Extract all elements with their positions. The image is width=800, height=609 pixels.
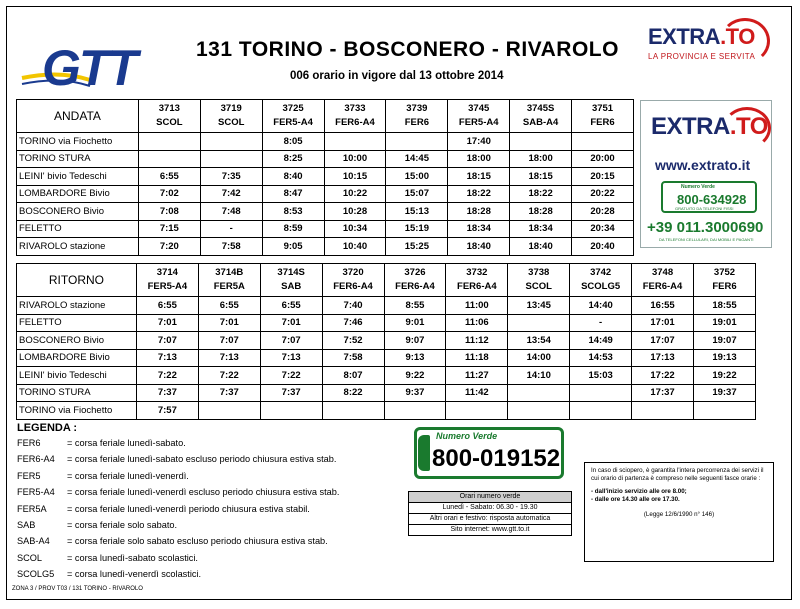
time-cell <box>446 402 508 420</box>
run-number: 3714 <box>156 267 178 278</box>
time-cell: 18:22 <box>510 185 572 203</box>
run-type: FER6 <box>404 117 429 128</box>
run-number: 3726 <box>404 267 426 278</box>
run-number: 3720 <box>342 267 364 278</box>
run-header <box>200 100 262 133</box>
time-cell: 15:25 <box>386 238 448 256</box>
run-type: FER5-A4 <box>147 281 188 292</box>
legend-item <box>17 438 427 454</box>
time-cell: 14:53 <box>570 349 632 367</box>
nv-label: Numero Verde <box>681 184 715 190</box>
run-type: SCOL <box>156 117 183 128</box>
time-cell: 7:13 <box>198 349 260 367</box>
time-cell: 8:47 <box>262 185 324 203</box>
run-number: 3738 <box>528 267 550 278</box>
nv-sub: GRATUITO DA TELEFONI FISSI <box>675 206 734 211</box>
time-cell: 7:46 <box>322 314 384 332</box>
time-cell: 18:00 <box>510 150 572 168</box>
legend-key: SAB <box>17 519 36 530</box>
time-cell: 14:45 <box>386 150 448 168</box>
extra-to-logo <box>648 24 770 61</box>
run-header <box>322 264 384 297</box>
time-cell <box>200 133 262 151</box>
run-type: FER6-A4 <box>333 281 373 292</box>
time-cell: 9:07 <box>384 332 446 350</box>
ritorno-header-row <box>17 264 756 297</box>
time-cell: 15:07 <box>386 185 448 203</box>
time-cell: 6:55 <box>198 297 260 315</box>
table-row <box>17 168 634 186</box>
stop-name: TORINO via Fiochetto <box>17 133 139 151</box>
time-cell <box>138 150 200 168</box>
run-type: FER6-A4 <box>395 281 435 292</box>
legend-desc: = corsa feriale lunedì-sabato. <box>67 438 186 448</box>
time-cell: 18:55 <box>693 297 755 315</box>
run-number: 3742 <box>590 267 612 278</box>
run-type: SAB <box>281 281 302 292</box>
run-type: FER6 <box>590 117 615 128</box>
time-cell: 14:10 <box>508 367 570 385</box>
run-header <box>570 264 632 297</box>
table-row <box>17 297 756 315</box>
time-cell: 18:28 <box>510 203 572 221</box>
run-type: FER6-A4 <box>457 281 497 292</box>
table-row <box>17 402 756 420</box>
time-cell: 19:01 <box>693 314 755 332</box>
time-cell <box>384 402 446 420</box>
run-number: 3714B <box>215 267 244 278</box>
stop-name: TORINO via Fiochetto <box>17 402 137 420</box>
time-cell: 9:22 <box>384 367 446 385</box>
time-cell: 17:01 <box>632 314 694 332</box>
time-cell: 11:42 <box>446 384 508 402</box>
time-cell: 7:37 <box>136 384 198 402</box>
run-number: 3751 <box>591 103 614 114</box>
time-cell: 7:13 <box>260 349 322 367</box>
time-cell: 8:25 <box>262 150 324 168</box>
time-cell: 18:00 <box>448 150 510 168</box>
time-cell: 10:40 <box>324 238 386 256</box>
time-cell <box>570 384 632 402</box>
numero-verde-box <box>414 427 564 479</box>
legend-item <box>17 471 427 487</box>
time-cell: 7:57 <box>136 402 198 420</box>
time-cell: - <box>570 314 632 332</box>
stop-name: LEINI' bivio Tedeschi <box>17 168 139 186</box>
time-cell: 20:28 <box>572 203 634 221</box>
run-number: 3732 <box>466 267 488 278</box>
table-row <box>17 384 756 402</box>
extra-numero-verde <box>661 181 757 213</box>
time-cell: 17:22 <box>632 367 694 385</box>
legend <box>17 438 427 586</box>
stop-name: TORINO STURA <box>17 150 139 168</box>
table-row <box>17 150 634 168</box>
time-cell: 17:07 <box>632 332 694 350</box>
footer-zone: ZONA 3 / PROV T03 / 131 TORINO - RIVAROLO <box>12 586 143 592</box>
stop-name: FELETTO <box>17 314 137 332</box>
orari-numero-verde <box>408 491 572 536</box>
time-cell: 7:13 <box>136 349 198 367</box>
legend-desc: = corsa lunedì-venerdì scolastici. <box>67 569 202 580</box>
time-cell: 8:22 <box>322 384 384 402</box>
time-cell: 7:58 <box>322 349 384 367</box>
time-cell: 19:22 <box>693 367 755 385</box>
time-cell: 8:59 <box>262 220 324 238</box>
legend-title: LEGENDA : <box>17 422 78 434</box>
run-header <box>138 100 200 133</box>
orari-title: Orari numero verde <box>409 492 571 503</box>
time-cell: 15:03 <box>570 367 632 385</box>
run-type: SAB-A4 <box>522 117 559 128</box>
ritorno-timetable <box>16 263 756 420</box>
run-type: FER6-A4 <box>642 281 683 292</box>
time-cell: 8:05 <box>262 133 324 151</box>
legend-item <box>17 536 427 552</box>
time-cell <box>510 133 572 151</box>
time-cell: 7:07 <box>136 332 198 350</box>
time-cell: 18:34 <box>448 220 510 238</box>
extra-contact-panel <box>640 100 772 248</box>
run-number: 3719 <box>220 103 242 114</box>
table-row <box>17 349 756 367</box>
legend-desc: = corsa feriale lunedì-venerdì escluso periodo chiusura estiva stab. <box>67 487 340 498</box>
legend-key: FER5A <box>17 503 47 514</box>
time-cell: 7:35 <box>200 168 262 186</box>
extra-panel-logo: EXTRA.TO <box>651 113 768 140</box>
time-cell: 18:34 <box>510 220 572 238</box>
time-cell: 7:37 <box>198 384 260 402</box>
sciopero-law: (Legge 12/6/1990 n° 146) <box>643 511 715 519</box>
stop-name: RIVAROLO stazione <box>17 238 139 256</box>
stop-name: LOMBARDORE Bivio <box>17 349 137 367</box>
run-number: 3733 <box>344 103 366 114</box>
legend-desc: = corsa feriale lunedì-venerdì periodo chiusura estiva stabil. <box>67 503 310 514</box>
time-cell: 18:22 <box>448 185 510 203</box>
table-row <box>17 332 756 350</box>
time-cell: 7:40 <box>322 297 384 315</box>
orari-row3: Sito internet: www.gtt.to.it <box>450 526 530 533</box>
run-number: 3745 <box>468 103 490 114</box>
run-header <box>632 264 694 297</box>
stop-name: FELETTO <box>17 220 139 238</box>
time-cell <box>632 402 694 420</box>
time-cell: 20:22 <box>572 185 634 203</box>
time-cell <box>260 402 322 420</box>
time-cell: 9:01 <box>384 314 446 332</box>
time-cell: 7:48 <box>200 203 262 221</box>
gtt-logo-text: GTT <box>42 40 136 96</box>
time-cell: 18:15 <box>448 168 510 186</box>
time-cell: 20:34 <box>572 220 634 238</box>
time-cell: 17:13 <box>632 349 694 367</box>
table-row <box>17 185 634 203</box>
orari-row2: Altri orari e festivo: risposta automatica <box>409 514 571 525</box>
run-type: FER6-A4 <box>335 117 375 128</box>
table-row <box>17 203 634 221</box>
run-number: 3714S <box>277 267 305 278</box>
time-cell: 15:00 <box>386 168 448 186</box>
run-header <box>262 100 324 133</box>
orari-row1: Lunedì - Sabato: 06.30 - 19.30 <box>409 503 571 514</box>
time-cell: 7:52 <box>322 332 384 350</box>
legend-item <box>17 520 427 536</box>
time-cell: 19:07 <box>693 332 755 350</box>
time-cell: 19:37 <box>693 384 755 402</box>
run-header <box>446 264 508 297</box>
legend-desc: = corsa feriale solo sabato. <box>67 519 178 530</box>
legend-desc: = corsa feriale lunedì-venerdì. <box>67 470 189 481</box>
run-number: 3739 <box>406 103 428 114</box>
sciopero-line2: - dalle ore 14.30 alle ore 17.30. <box>591 495 680 503</box>
table-row <box>17 367 756 385</box>
time-cell: 6:55 <box>138 168 200 186</box>
time-cell <box>324 133 386 151</box>
time-cell <box>570 402 632 420</box>
time-cell: 17:37 <box>632 384 694 402</box>
time-cell: 11:18 <box>446 349 508 367</box>
run-type: FER5-A4 <box>273 117 313 128</box>
time-cell: 14:00 <box>508 349 570 367</box>
time-cell: 10:00 <box>324 150 386 168</box>
time-cell: 7:20 <box>138 238 200 256</box>
time-cell: 7:22 <box>198 367 260 385</box>
run-header <box>510 100 572 133</box>
time-cell: - <box>200 220 262 238</box>
time-cell: 17:40 <box>448 133 510 151</box>
time-cell: 20:00 <box>572 150 634 168</box>
time-cell: 13:54 <box>508 332 570 350</box>
run-header <box>386 100 448 133</box>
legend-key: SAB-A4 <box>17 536 50 547</box>
andata-direction-label: ANDATA <box>17 100 139 133</box>
nv-number: 800-634928 <box>677 192 747 207</box>
sciopero-line1: - dall'inizio servizio alle ore 8.00; <box>591 488 687 496</box>
stop-name: LEINI' bivio Tedeschi <box>17 367 137 385</box>
legend-key: SCOL <box>17 552 43 563</box>
time-cell: 10:28 <box>324 203 386 221</box>
legend-desc: = corsa feriale solo sabato escluso periodo chiusura estiva stab. <box>67 536 328 547</box>
legend-item <box>17 569 427 585</box>
phone-icon <box>418 435 430 471</box>
stop-name: LOMBARDORE Bivio <box>17 185 139 203</box>
table-row <box>17 133 634 151</box>
run-number: 3725 <box>282 103 304 114</box>
time-cell <box>508 314 570 332</box>
time-cell: 7:42 <box>200 185 262 203</box>
stop-name: BOSCONERO Bivio <box>17 203 139 221</box>
time-cell: 16:55 <box>632 297 694 315</box>
time-cell <box>572 133 634 151</box>
run-header <box>572 100 634 133</box>
andata-header-row <box>17 100 634 133</box>
time-cell: 8:55 <box>384 297 446 315</box>
time-cell: 7:58 <box>200 238 262 256</box>
stop-name: RIVAROLO stazione <box>17 297 137 315</box>
time-cell: 8:07 <box>322 367 384 385</box>
run-header <box>136 264 198 297</box>
extra-cell-sub: DA TELEFONI CELLULARI, DAI MOBILI E PAGANTI <box>659 237 754 242</box>
time-cell: 9:37 <box>384 384 446 402</box>
time-cell: 10:34 <box>324 220 386 238</box>
time-cell <box>200 150 262 168</box>
table-row <box>17 220 634 238</box>
time-cell: 7:22 <box>136 367 198 385</box>
time-cell <box>322 402 384 420</box>
extra-tagline: LA PROVINCIA E SERVITA <box>648 52 756 61</box>
extra-website-link[interactable]: www.extrato.it <box>655 157 751 173</box>
run-header <box>198 264 260 297</box>
time-cell <box>386 133 448 151</box>
time-cell: 11:27 <box>446 367 508 385</box>
legend-key: FER6 <box>17 438 41 448</box>
time-cell <box>198 402 260 420</box>
run-number: 3748 <box>651 267 674 278</box>
legend-item <box>17 454 427 470</box>
time-cell: 11:12 <box>446 332 508 350</box>
time-cell: 9:05 <box>262 238 324 256</box>
time-cell: 10:15 <box>324 168 386 186</box>
time-cell: 9:13 <box>384 349 446 367</box>
run-header <box>693 264 755 297</box>
run-header <box>324 100 386 133</box>
table-row <box>17 238 634 256</box>
run-type: SCOL <box>525 281 552 292</box>
legend-item <box>17 553 427 569</box>
time-cell: 15:13 <box>386 203 448 221</box>
time-cell <box>138 133 200 151</box>
time-cell: 7:01 <box>198 314 260 332</box>
time-cell: 18:40 <box>510 238 572 256</box>
run-header <box>260 264 322 297</box>
time-cell: 20:15 <box>572 168 634 186</box>
time-cell <box>693 402 755 420</box>
legend-desc: = corsa lunedì-sabato scolastici. <box>67 552 198 563</box>
sciopero-notice <box>584 462 774 562</box>
numero-verde-number: 800-019152 <box>432 445 561 472</box>
run-type: SCOL <box>218 117 245 128</box>
time-cell: 14:40 <box>570 297 632 315</box>
run-type: SCOLG5 <box>581 281 621 292</box>
run-number: 3713 <box>158 103 180 114</box>
run-header <box>508 264 570 297</box>
time-cell: 6:55 <box>260 297 322 315</box>
legend-key: FER6-A4 <box>17 454 55 465</box>
run-header <box>448 100 510 133</box>
time-cell: 11:06 <box>446 314 508 332</box>
time-cell: 7:22 <box>260 367 322 385</box>
legend-item <box>17 504 427 520</box>
run-type: FER5A <box>213 281 245 292</box>
time-cell: 7:01 <box>260 314 322 332</box>
legend-key: FER5 <box>17 470 41 481</box>
numero-verde-label: Numero Verde <box>436 431 498 441</box>
time-cell: 15:19 <box>386 220 448 238</box>
extra-swoosh-icon <box>720 18 770 64</box>
stop-name: BOSCONERO Bivio <box>17 332 137 350</box>
time-cell: 8:53 <box>262 203 324 221</box>
time-cell: 14:49 <box>570 332 632 350</box>
run-number: 3745S <box>526 103 555 114</box>
sciopero-intro: In caso di sciopero, è garantita l'intera percorrenza dei servizi il cui orario di partenza è compreso nelle seguenti fasce orarie : <box>591 467 764 482</box>
run-header <box>384 264 446 297</box>
time-cell: 7:08 <box>138 203 200 221</box>
time-cell: 18:40 <box>448 238 510 256</box>
time-cell: 7:15 <box>138 220 200 238</box>
ritorno-direction-label: RITORNO <box>17 264 137 297</box>
time-cell: 10:22 <box>324 185 386 203</box>
gtt-logo <box>20 40 180 96</box>
extra-logo-text: EXTRA.TO <box>648 24 755 49</box>
time-cell: 6:55 <box>136 297 198 315</box>
time-cell <box>508 384 570 402</box>
time-cell: 7:02 <box>138 185 200 203</box>
legend-key: FER5-A4 <box>17 487 55 498</box>
time-cell: 18:15 <box>510 168 572 186</box>
page-title: 131 TORINO - BOSCONERO - RIVAROLO <box>196 38 619 61</box>
extra-cell-number: +39 011.3000690 <box>647 219 764 236</box>
time-cell: 8:40 <box>262 168 324 186</box>
run-type: FER6 <box>712 281 737 292</box>
time-cell: 20:40 <box>572 238 634 256</box>
time-cell: 18:28 <box>448 203 510 221</box>
legend-item <box>17 487 427 503</box>
time-cell: 7:37 <box>260 384 322 402</box>
time-cell: 7:07 <box>260 332 322 350</box>
run-number: 3752 <box>713 267 736 278</box>
table-row <box>17 314 756 332</box>
andata-timetable <box>16 99 634 256</box>
legend-key: SCOLG5 <box>17 569 55 580</box>
stop-name: TORINO STURA <box>17 384 137 402</box>
legend-desc: = corsa feriale lunedì-sabato escluso periodo chiusura estiva stab. <box>67 454 337 465</box>
time-cell: 7:07 <box>198 332 260 350</box>
page-subtitle: 006 orario in vigore dal 13 ottobre 2014 <box>290 70 504 82</box>
run-type: FER5-A4 <box>458 117 499 128</box>
time-cell <box>508 402 570 420</box>
time-cell: 13:45 <box>508 297 570 315</box>
time-cell: 19:13 <box>693 349 755 367</box>
time-cell: 11:00 <box>446 297 508 315</box>
time-cell: 7:01 <box>136 314 198 332</box>
